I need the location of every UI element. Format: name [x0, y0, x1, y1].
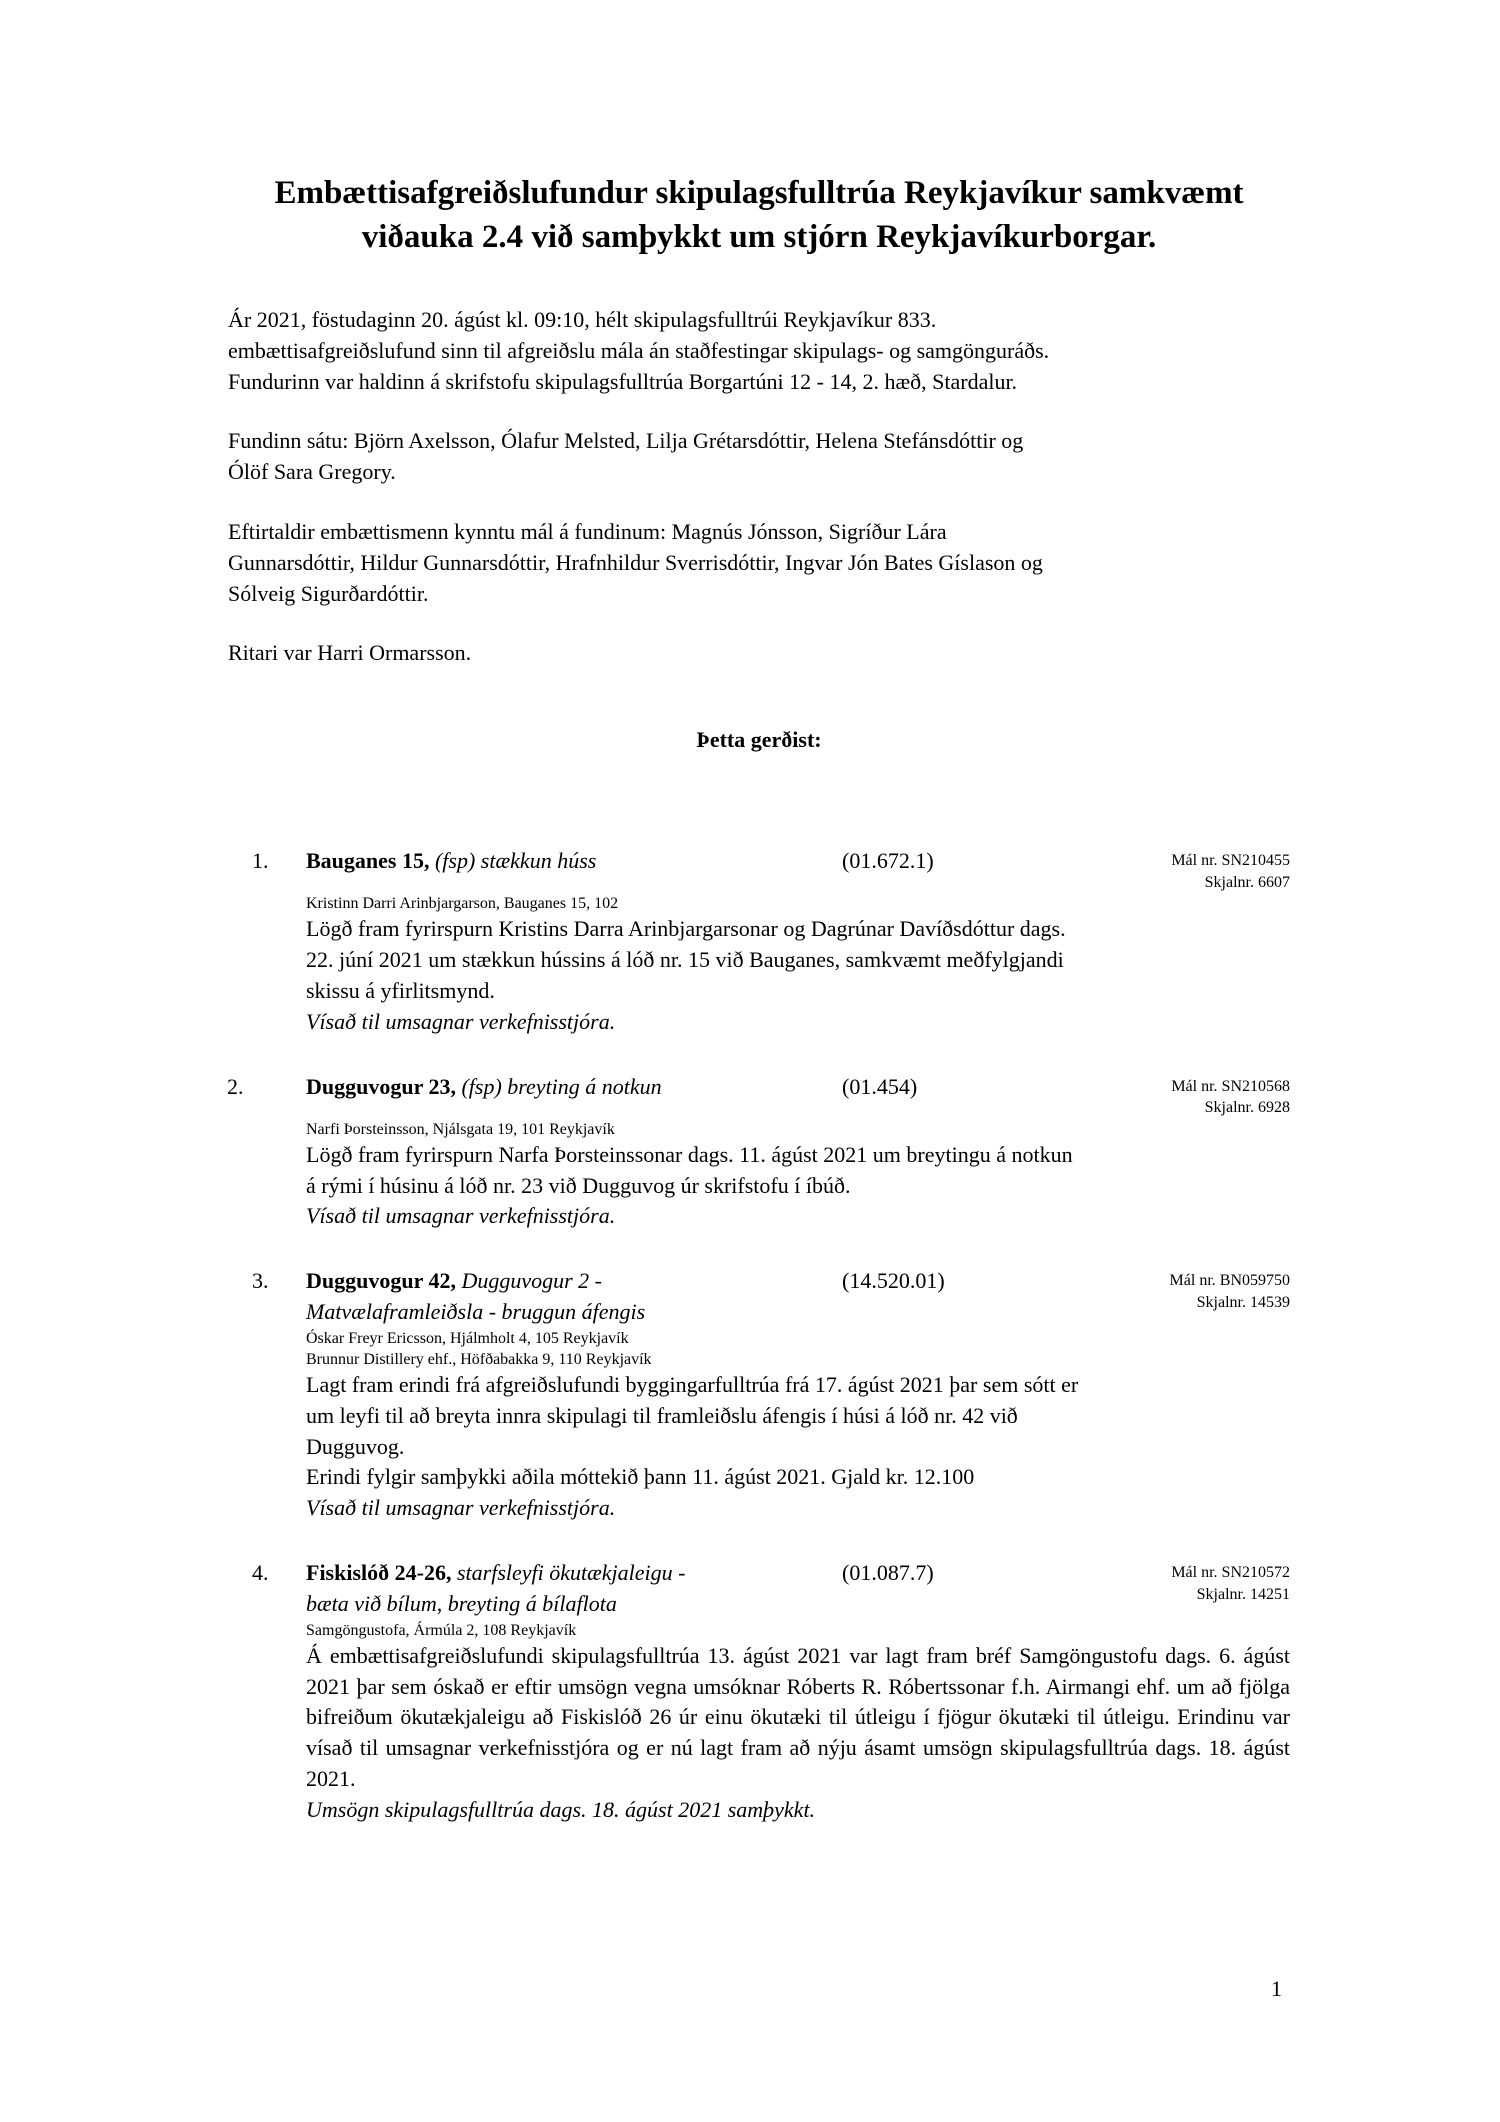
- item-content: [306, 893, 1290, 1037]
- item-body-line: á rými í húsinu á lóð nr. 23 við Dugguvog úr skrifstofu í íbúð.: [306, 1172, 851, 1198]
- item-header: [252, 1558, 1290, 1620]
- agenda-item-1: [228, 846, 1290, 1037]
- item-title-subtitle: bæta við bílum, breyting á bílaflota: [306, 1590, 617, 1616]
- case-number: Mál nr. SN210455: [1171, 852, 1290, 870]
- party-line: Óskar Freyr Ericsson, Hjálmholt 4, 105 Reykjavík: [306, 1329, 629, 1347]
- paragraph-line: embættisafgreiðslufund sinn til afgreiðslu mála án staðfestingar skipulags- og samgönguráðs.: [228, 337, 1050, 363]
- item-title-line: [306, 1589, 842, 1620]
- item-title: [306, 846, 842, 877]
- item-body-line: Lagt fram erindi frá afgreiðslufundi byggingarfulltrúa frá 17. ágúst 2021 þar sem sótt er: [306, 1372, 1079, 1398]
- agenda-item-2: [228, 1072, 1290, 1233]
- paragraph-line: Fundinn sátu: Björn Axelsson, Ólafur Melsted, Lilja Grétarsdóttir, Helena Stefánsdóttir og: [228, 428, 1024, 454]
- paragraph-line: Ár 2021, föstudaginn 20. ágúst kl. 09:10, hélt skipulagsfulltrúi Reykjavíkur 833.: [228, 307, 937, 333]
- item-title-bold: Fiskislóð 24-26,: [306, 1560, 452, 1586]
- item-case-code: (01.454): [842, 1073, 918, 1099]
- item-title-subtitle: (fsp) stækkun húss: [434, 848, 597, 874]
- paragraph-line: Sólveig Sigurðardóttir.: [228, 580, 429, 606]
- item-title: [306, 1072, 842, 1103]
- item-body-line: Lögð fram fyrirspurn Kristins Darra Arinbjargarsonar og Dagrúnar Davíðsdóttur dags.: [306, 916, 1066, 942]
- item-body-line: 22. júní 2021 um stækkun hússins á lóð nr. 15 við Bauganes, samkvæmt meðfylgjandi: [306, 947, 1064, 973]
- document-number: Skjalnr. 14539: [1196, 1293, 1290, 1311]
- party-line: Brunnur Distillery ehf., Höfðabakka 9, 110 Reykjavík: [306, 1350, 652, 1368]
- intro-paragraph-officials: [228, 517, 1290, 609]
- item-header: [227, 1072, 1290, 1119]
- item-title-line: [306, 1072, 842, 1103]
- paragraph-line: Ólöf Sara Gregory.: [228, 459, 396, 485]
- item-header: [252, 846, 1290, 893]
- document-number: Skjalnr. 6607: [1204, 873, 1290, 891]
- item-decision: Umsögn skipulagsfulltrúa dags. 18. ágúst 2021 samþykkt.: [306, 1796, 816, 1822]
- item-references: [1042, 1266, 1290, 1313]
- agenda-item-4: [228, 1558, 1290, 1825]
- item-case-code: (14.520.01): [842, 1268, 945, 1294]
- item-body-line: Dugguvog.: [306, 1433, 405, 1459]
- item-decision: Vísað til umsagnar verkefnisstjóra.: [306, 1203, 616, 1229]
- document-number: Skjalnr. 14251: [1196, 1585, 1290, 1603]
- paragraph-line: Gunnarsdóttir, Hildur Gunnarsdóttir, Hrafnhildur Sverrisdóttir, Ingvar Jón Bates Gíslason og: [228, 549, 1043, 575]
- item-title-bold: Bauganes 15,: [306, 848, 430, 874]
- item-references: [1042, 1558, 1290, 1605]
- item-number: 1.: [252, 848, 269, 874]
- item-body-paragraph: Á embættisafgreiðslufundi skipulagsfulltrúa 13. ágúst 2021 var lagt fram bréf Samgöngustofu dags. 6. ágúst 2021 þar sem óskað er eftir umsögn vegna umsóknar Róberts R. Róbertssonar f.h. Airmangi ehf. um að fjölga bifreiðum ökutækjaleigu að Fiskislóð 26 úr einu ökutæki til útleigu í fjögur ökutæki til útleigu. Erindinu var vísað til umsagnar verkefnisstjóra og er nú lagt fram að nýju ásamt umsögn skipulagsfulltrúa dags. 18. ágúst 2021.: [306, 1642, 1290, 1791]
- item-references: [1042, 1072, 1290, 1119]
- document-title: [238, 172, 1280, 259]
- item-title-subtitle: Matvælaframleiðsla - bruggun áfengis: [306, 1299, 646, 1325]
- item-title-line: [306, 1558, 842, 1589]
- item-number: 4.: [252, 1560, 269, 1586]
- party-line: Samgöngustofa, Ármúla 2, 108 Reykjavík: [306, 1621, 577, 1639]
- item-body-line: skissu á yfirlitsmynd.: [306, 977, 495, 1003]
- item-decision: Vísað til umsagnar verkefnisstjóra.: [306, 1495, 616, 1521]
- item-content: [306, 1328, 1290, 1524]
- item-number: 2.: [227, 1073, 244, 1099]
- item-title-bold: Dugguvogur 23,: [306, 1073, 456, 1099]
- item-title-bold: Dugguvogur 42,: [306, 1268, 456, 1294]
- page-number: 1: [1271, 1976, 1282, 2001]
- intro-paragraph-meeting-info: [228, 305, 1290, 397]
- party-line: Kristinn Darri Arinbjargarson, Bauganes 15, 102: [306, 895, 619, 913]
- item-content: [306, 1119, 1290, 1233]
- item-title: [306, 1266, 842, 1328]
- case-number: Mál nr. SN210568: [1171, 1077, 1290, 1095]
- document-title-line: samkvæmt viðauka 2.4 við samþykkt um stjórn: [361, 175, 1244, 255]
- document-title-line: Reykjavíkurborgar.: [876, 218, 1157, 255]
- item-content: [306, 1620, 1290, 1826]
- section-heading: Þetta gerðist:: [696, 727, 822, 753]
- paragraph-line: Ritari var Harri Ormarsson.: [228, 640, 472, 666]
- item-title-subtitle: (fsp) breyting á notkun: [461, 1073, 662, 1099]
- item-body-line: um leyfi til að breyta innra skipulagi til framleiðslu áfengis í húsi á lóð nr. 42 við: [306, 1402, 1018, 1428]
- item-title-line: [306, 1266, 842, 1297]
- item-body-line: Lögð fram fyrirspurn Narfa Þorsteinssonar dags. 11. ágúst 2021 um breytingu á notkun: [306, 1141, 1073, 1167]
- item-number: 3.: [252, 1268, 269, 1294]
- item-body-line: Erindi fylgir samþykki aðila móttekið þann 11. ágúst 2021. Gjald kr. 12.100: [306, 1464, 975, 1490]
- document-title-line: Embættisafgreiðslufundur skipulagsfulltrúa Reykjavíkur: [274, 175, 1082, 211]
- item-title-line: [306, 1297, 842, 1328]
- paragraph-line: Fundurinn var haldinn á skrifstofu skipulagsfulltrúa Borgartúni 12 - 14, 2. hæð, Stardalur.: [228, 368, 1018, 394]
- intro-paragraph-attendees: [228, 426, 1290, 488]
- agenda-item-3: [228, 1266, 1290, 1524]
- paragraph-line: Eftirtaldir embættismenn kynntu mál á fundinum: Magnús Jónsson, Sigríður Lára: [228, 519, 947, 545]
- item-case-code: (01.672.1): [842, 848, 934, 874]
- case-number: Mál nr. BN059750: [1169, 1272, 1290, 1290]
- document-number: Skjalnr. 6928: [1204, 1099, 1290, 1117]
- item-title-subtitle: starfsleyfi ökutækjaleigu -: [456, 1560, 686, 1586]
- party-line: Narfi Þorsteinsson, Njálsgata 19, 101 Reykjavík: [306, 1120, 615, 1138]
- intro-paragraph-secretary: [228, 638, 1290, 669]
- item-case-code: (01.087.7): [842, 1560, 934, 1586]
- case-number: Mál nr. SN210572: [1171, 1564, 1290, 1582]
- item-title-subtitle: Dugguvogur 2 -: [461, 1268, 603, 1294]
- item-title: [306, 1558, 842, 1620]
- item-header: [252, 1266, 1290, 1328]
- item-decision: Vísað til umsagnar verkefnisstjóra.: [306, 1008, 616, 1034]
- agenda-items: [228, 846, 1290, 1825]
- item-title-line: [306, 846, 842, 877]
- item-references: [1042, 846, 1290, 893]
